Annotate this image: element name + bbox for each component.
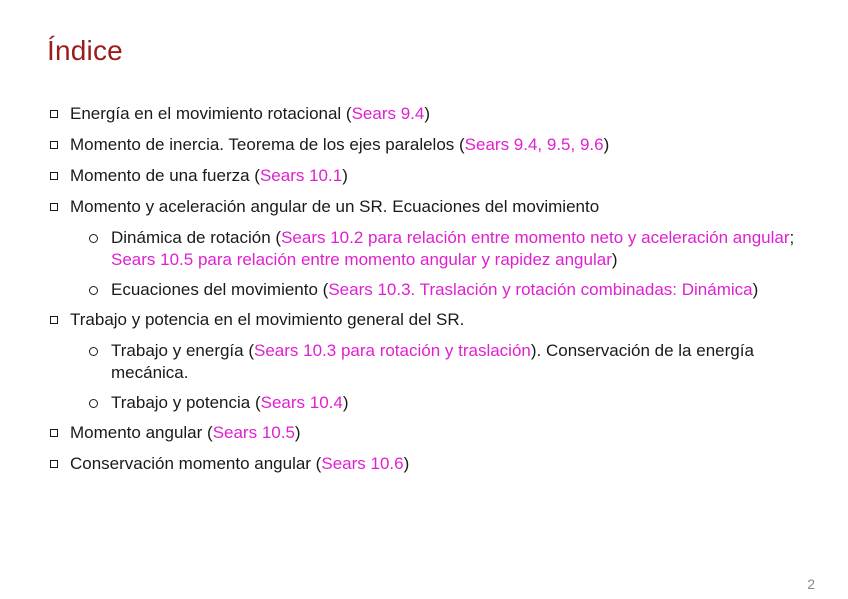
list-item-momento-angular xyxy=(46,422,816,444)
reference-text: Sears 10.2 para relación entre momento neto y aceleración angular xyxy=(281,228,790,247)
item-text: Momento de una fuerza ( xyxy=(70,166,260,185)
circle-bullet-icon xyxy=(89,399,98,408)
item-text: Trabajo y potencia ( xyxy=(111,393,261,412)
sublist-item-ecuaciones-movimiento xyxy=(87,279,816,301)
reference-text: Sears 10.5 xyxy=(212,423,295,442)
item-text: Momento angular ( xyxy=(70,423,213,442)
item-tail: ) xyxy=(294,423,301,442)
list-item-momento-inercia xyxy=(46,134,816,156)
square-bullet-icon xyxy=(50,110,58,118)
reference-text: Sears 10.6 xyxy=(321,454,404,473)
circle-bullet-icon xyxy=(89,347,98,356)
list-item-aceleracion-angular xyxy=(46,196,816,218)
item-tail: ) xyxy=(403,454,410,473)
list-item-trabajo-potencia-sr xyxy=(46,309,816,331)
item-text: Energía en el movimiento rotacional ( xyxy=(70,104,352,123)
slide-title: Índice xyxy=(47,35,123,66)
reference-text: Sears 10.5 para relación entre momento angular y rapidez angular xyxy=(111,250,612,269)
list-item-conservacion-momento-angular xyxy=(46,453,816,475)
square-bullet-icon xyxy=(50,316,58,324)
sublist-item-trabajo-potencia xyxy=(87,392,816,414)
reference-text: Sears 10.1 xyxy=(259,166,343,185)
item-text: Momento y aceleración angular de un SR. Ecuaciones del movimiento xyxy=(70,197,600,216)
item-text: Trabajo y energía ( xyxy=(111,341,254,360)
sublist-item-trabajo-energia xyxy=(87,340,816,384)
index-list xyxy=(46,103,816,484)
item-tail: ) xyxy=(342,166,348,185)
list-item-energia-rotacional xyxy=(46,103,816,125)
item-text: Conservación momento angular ( xyxy=(70,454,322,473)
item-text: Dinámica de rotación ( xyxy=(111,228,282,247)
reference-text: Sears 10.4 xyxy=(260,393,343,412)
list-item-momento-fuerza xyxy=(46,165,816,187)
square-bullet-icon xyxy=(50,172,58,180)
square-bullet-icon xyxy=(50,429,58,437)
item-text: Momento de inercia. Teorema de los ejes paralelos ( xyxy=(70,135,465,154)
item-text: Ecuaciones del movimiento ( xyxy=(111,280,329,299)
item-text: Trabajo y potencia en el movimiento general del SR. xyxy=(70,310,465,329)
item-tail: ) xyxy=(752,280,759,299)
reference-text: Sears 10.3 para rotación y traslación xyxy=(254,341,531,360)
sublist-item-dinamica-rotacion xyxy=(87,227,816,271)
reference-text: Sears 9.4 xyxy=(351,104,425,123)
item-tail: ) xyxy=(342,393,349,412)
circle-bullet-icon xyxy=(89,234,98,243)
square-bullet-icon xyxy=(50,141,58,149)
item-tail: ) xyxy=(603,135,610,154)
item-tail: ). Conservación de la energía mecánica. xyxy=(111,341,754,382)
reference-text: Sears 9.4, 9.5, 9.6 xyxy=(464,135,604,154)
page-number: 2 xyxy=(807,576,815,592)
item-separator: ; xyxy=(789,228,795,247)
square-bullet-icon xyxy=(50,460,58,468)
reference-text: Sears 10.3. Traslación y rotación combinadas: Dinámica xyxy=(328,280,753,299)
item-tail: ) xyxy=(424,104,431,123)
item-tail: ) xyxy=(611,250,618,269)
square-bullet-icon xyxy=(50,203,58,211)
circle-bullet-icon xyxy=(89,286,98,295)
